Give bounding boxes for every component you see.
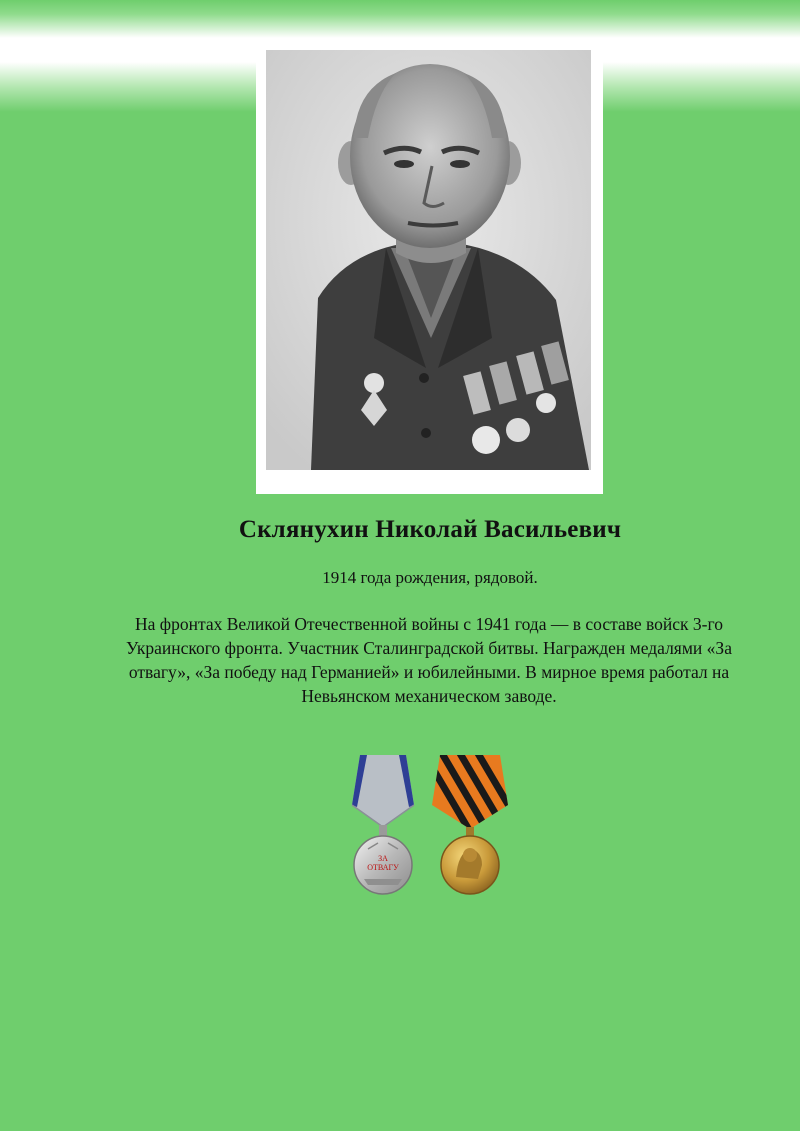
medal-victory-over-germany-icon (430, 755, 510, 902)
veteran-biography: На фронтах Великой Отечественной войны с 1941 года — в составе войск 3-го Украинского фронта. Участник Сталинградской битвы. Награжден медалями «За отвагу», «За победу над Германией» и юбилейными. В мирное время работал на Невьянском механическом заводе. (126, 614, 732, 706)
veteran-name: Склянухин Николай Васильевич (238, 516, 622, 543)
medal-for-bravery-icon (348, 755, 418, 902)
birth-year-and-rank: 1914 года рождения, рядовой. (322, 568, 538, 587)
medal-bravery-inscription-bottom: ОТВАГУ (367, 863, 399, 872)
medal-bravery-inscription-top: ЗА (378, 854, 388, 863)
veteran-portrait-photo (256, 38, 603, 494)
